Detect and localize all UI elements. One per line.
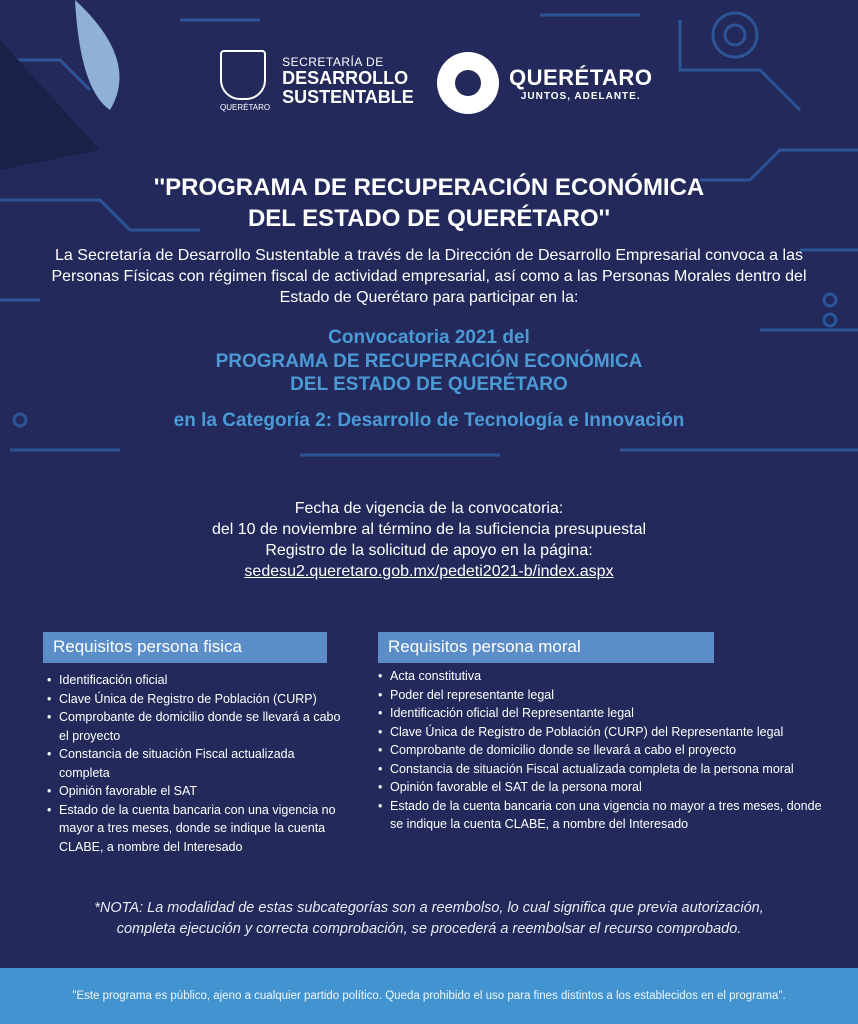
circuit-background-decoration xyxy=(0,0,858,480)
list-item: • Comprobante de domicilio donde se llevará a cabo el proyecto xyxy=(43,708,343,745)
list-item: • Identificación oficial xyxy=(43,671,343,690)
queretaro-logo: QUERÉTARO JUNTOS, ADELANTE. xyxy=(437,52,652,114)
nota-text: *NOTA: La modalidad de estas subcategorías son a reembolso, lo cual significa que previa autorización, completa ejecución y correcta comprobación, se procederá a reembolsar el recurso comprobado. xyxy=(94,900,764,937)
list-item: • Estado de la cuenta bancaria con una vigencia no mayor a tres meses, donde se indique la cuenta CLABE, a nombre del Interesado xyxy=(378,797,828,834)
list-item: • Clave Única de Registro de Población (CURP) del Representante legal xyxy=(378,723,828,742)
crest-icon xyxy=(220,50,266,100)
convocatoria-title: Convocatoria 2021 del PROGRAMA DE RECUPERACIÓN ECONÓMICA DEL ESTADO DE QUERÉTARO xyxy=(215,327,643,395)
list-item: • Poder del representante legal xyxy=(378,686,828,705)
requisitos-fisica xyxy=(43,632,343,856)
footer-disclaimer: "Este programa es público, ajeno a cualquier partido político. Queda prohibido el uso para fines distintos a los establecidos en el programa". xyxy=(0,968,858,1024)
section-header: Requisitos persona fisica xyxy=(43,632,327,663)
list-item: • Opinión favorable el SAT de la persona moral xyxy=(378,778,828,797)
list-item: • Constancia de situación Fiscal actualizada completa xyxy=(43,745,343,782)
secretaria-logo: QUERÉTARO SECRETARÍA DE DESARROLLO SUSTENTABLE xyxy=(220,50,414,112)
list-item: • Opinión favorable el SAT xyxy=(43,782,343,801)
intro-text: La Secretaría de Desarrollo Sustentable a través de la Dirección de Desarrollo Empresarial convoca a las Personas Físicas con régimen fiscal de actividad empresarial, así como a las Personas Morales dentro del Estado de Querétaro para participar en la: xyxy=(51,247,807,306)
list-item: • Acta constitutiva xyxy=(378,667,828,686)
list-item: • Comprobante de domicilio donde se llevará a cabo el proyecto xyxy=(378,741,828,760)
list-item: • Clave Única de Registro de Población (CURP) xyxy=(43,690,343,709)
q-logo-icon xyxy=(437,52,499,114)
vigencia-info: Fecha de vigencia de la convocatoria: del 10 de noviembre al término de la suficiencia presupuestal Registro de la solicitud de apoyo en la página: sedesu2.queretaro.gob.mx/pedeti2021-b/index.aspx xyxy=(211,500,647,580)
list-item: • Constancia de situación Fiscal actualizada completa de la persona moral xyxy=(378,760,828,779)
requirements-list xyxy=(378,667,828,834)
requisitos-moral xyxy=(378,632,828,834)
category-text: en la Categoría 2: Desarrollo de Tecnología e Innovación xyxy=(173,410,685,431)
list-item: • Identificación oficial del Representante legal xyxy=(378,704,828,723)
registration-link[interactable]: sedesu2.queretaro.gob.mx/pedeti2021-b/index.aspx xyxy=(244,563,614,580)
section-header: Requisitos persona moral xyxy=(378,632,714,663)
list-item: • Estado de la cuenta bancaria con una vigencia no mayor a tres meses, donde se indique la cuenta CLABE, a nombre del Interesado xyxy=(43,801,343,857)
requirements-list xyxy=(43,671,343,856)
page-title: ''PROGRAMA DE RECUPERACIÓN ECONÓMICA DEL ESTADO DE QUERÉTARO'' xyxy=(153,174,705,232)
